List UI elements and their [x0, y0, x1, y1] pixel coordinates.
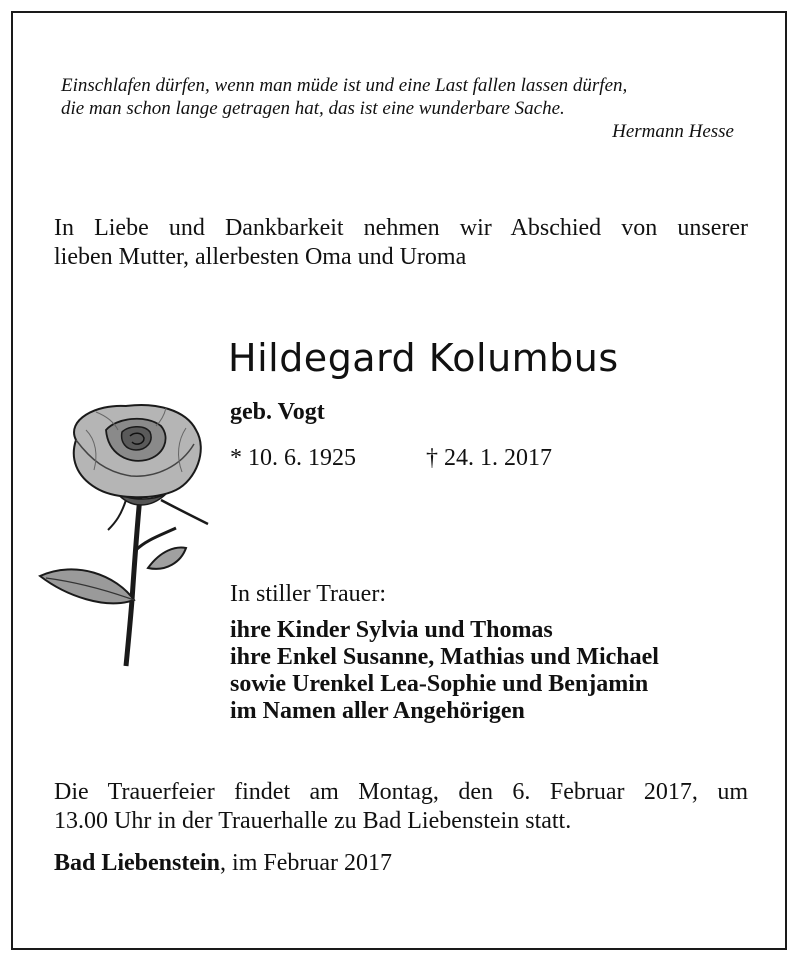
- mourners-line: im Namen aller Angehörigen: [230, 698, 525, 724]
- funeral-info: [54, 778, 748, 836]
- closing-date: , im Februar 2017: [220, 850, 393, 876]
- death-date: † 24. 1. 2017: [426, 445, 552, 471]
- mourners-line: ihre Enkel Susanne, Mathias und Michael: [230, 644, 659, 670]
- quote-line-1: Einschlafen dürfen, wenn man müde ist und eine Last fallen lassen dürfen,: [61, 75, 628, 96]
- birth-date: * 10. 6. 1925: [230, 445, 356, 471]
- poem-quote: [61, 74, 751, 143]
- place-date: [54, 848, 392, 878]
- funeral-line-2: 13.00 Uhr in der Trauerhalle zu Bad Liebenstein statt.: [54, 808, 572, 834]
- mourning-heading: In stiller Trauer:: [230, 581, 386, 607]
- intro-line-1: In Liebe und Dankbarkeit nehmen wir Abschied von unserer: [54, 215, 748, 241]
- mourners-list: [230, 617, 659, 725]
- funeral-line-1: Die Trauerfeier findet am Montag, den 6. Februar 2017, um: [54, 779, 748, 805]
- intro-text: [54, 214, 748, 272]
- intro-line-2: lieben Mutter, allerbesten Oma und Uroma: [54, 244, 467, 270]
- quote-line-2: die man schon lange getragen hat, das ist eine wunderbare Sache.: [61, 98, 565, 119]
- place-name: Bad Liebenstein: [54, 850, 221, 876]
- mourners-line: sowie Urenkel Lea-Sophie und Benjamin: [230, 671, 649, 697]
- quote-author: Hermann Hesse: [612, 121, 734, 142]
- maiden-name: geb. Vogt: [230, 399, 325, 425]
- mourners-line: ihre Kinder Sylvia und Thomas: [230, 617, 553, 643]
- rose-stem: [126, 496, 140, 666]
- rose-leaf-right: [148, 548, 186, 569]
- deceased-name: Hildegard Kolumbus: [228, 336, 619, 380]
- life-dates: [230, 443, 552, 473]
- rose-illustration: [36, 400, 212, 670]
